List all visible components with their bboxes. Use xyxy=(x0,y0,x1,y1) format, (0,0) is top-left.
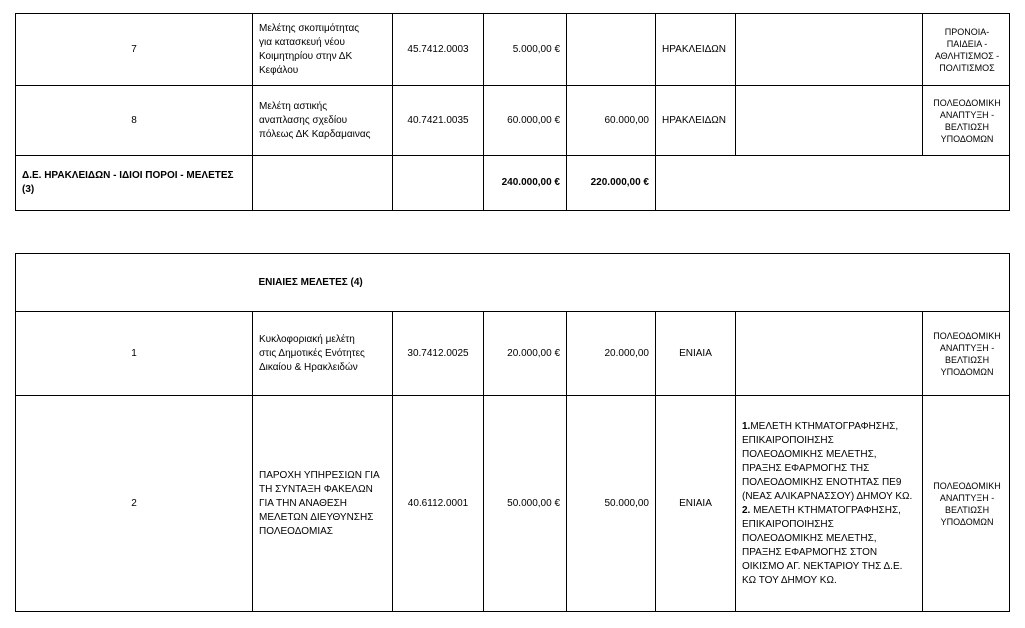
row-number: 8 xyxy=(16,86,253,156)
total-empty-cell xyxy=(393,156,484,211)
note-1-number: 1. xyxy=(742,420,751,432)
row-unit: ΕΝΙΑΙΑ xyxy=(656,396,736,612)
row-number: 1 xyxy=(16,312,253,396)
row-code: 40.7421.0035 xyxy=(393,86,484,156)
row-number: 2 xyxy=(16,396,253,612)
note-1-text: ΜΕΛΕΤΗ ΚΤΗΜΑΤΟΓΡΑΦΗΣΗΣ, ΕΠΙΚΑΙΡΟΠΟΙΗΣΗΣ ΠΟΛΕΟΔΟΜΙΚΗΣ ΜΕΛΕΤΗΣ, ΠΡΑΞΗΣ ΕΦΑΡΜΟΓΗΣ ΤΗΣ ΠΟΛΕΟΔΟΜΙΚΗΣ ΕΝΟΤΗΤΑΣ ΠΕ9 (ΝΕΑΣ ΑΛΙΚΑΡΝΑΣΣΟΥ) ΔΗΜΟΥ ΚΩ. xyxy=(742,420,913,502)
row-notes xyxy=(736,14,923,86)
row-amount-1: 20.000,00 € xyxy=(484,312,567,396)
section-heading: ΕΝΙΑΙΕΣ ΜΕΛΕΤΕΣ (4) xyxy=(253,254,1010,312)
row-notes xyxy=(736,396,923,612)
row-description: Μελέτης σκοπιμότητας για κατασκευή νέου Κοιμητηρίου στην ΔΚ Κεφάλου xyxy=(253,14,393,86)
row-unit: ΗΡΑΚΛΕΙΔΩΝ xyxy=(656,86,736,156)
table-row xyxy=(16,396,1010,612)
table-row xyxy=(16,14,1010,86)
total-amount-2: 220.000,00 € xyxy=(567,156,656,211)
row-amount-2 xyxy=(567,14,656,86)
total-row xyxy=(16,156,1010,211)
table-row xyxy=(16,86,1010,156)
row-amount-1: 5.000,00 € xyxy=(484,14,567,86)
total-label: Δ.Ε. ΗΡΑΚΛΕΙΔΩΝ - ΙΔΙΟΙ ΠΟΡΟΙ - ΜΕΛΕΤΕΣ (3) xyxy=(16,156,253,211)
total-empty-cell xyxy=(656,156,1010,211)
row-category: ΠΡΟΝΟΙΑ- ΠΑΙΔΕΙΑ - ΑΘΛΗΤΙΣΜΟΣ - ΠΟΛΙΤΙΣΜΟΣ xyxy=(923,14,1010,86)
total-amount-1: 240.000,00 € xyxy=(484,156,567,211)
row-amount-2: 20.000,00 xyxy=(567,312,656,396)
note-2-text: ΜΕΛΕΤΗ ΚΤΗΜΑΤΟΓΡΑΦΗΣΗΣ, ΕΠΙΚΑΙΡΟΠΟΙΗΣΗΣ ΠΟΛΕΟΔΟΜΙΚΗΣ ΜΕΛΕΤΗΣ, ΠΡΑΞΗΣ ΕΦΑΡΜΟΓΗΣ ΣΤΟΝ ΟΙΚΙΣΜΟ ΑΓ. ΝΕΚΤΑΡΙΟΥ ΤΗΣ Δ.Ε. ΚΩ ΤΟΥ ΔΗΜΟΥ ΚΩ. xyxy=(742,504,903,586)
row-description: ΠΑΡΟΧΗ ΥΠΗΡΕΣΙΩΝ ΓΙΑ ΤΗ ΣΥΝΤΑΞΗ ΦΑΚΕΛΩΝ ΓΙΑ ΤΗΝ ΑΝΑΘΕΣΗ ΜΕΛΕΤΩΝ ΔΙΕΥΘΥΝΣΗΣ ΠΟΛΕΟΔΟΜΙΑΣ xyxy=(253,396,393,612)
row-category: ΠΟΛΕΟΔΟΜΙΚΗ ΑΝΑΠΤΥΞΗ - ΒΕΛΤΙΩΣΗ ΥΠΟΔΟΜΩΝ xyxy=(923,312,1010,396)
row-number: 7 xyxy=(16,14,253,86)
row-amount-1: 50.000,00 € xyxy=(484,396,567,612)
row-unit: ΗΡΑΚΛΕΙΔΩΝ xyxy=(656,14,736,86)
row-notes xyxy=(736,86,923,156)
row-code: 45.7412.0003 xyxy=(393,14,484,86)
projects-table-heraklides xyxy=(15,13,1010,211)
row-code: 40.6112.0001 xyxy=(393,396,484,612)
row-category: ΠΟΛΕΟΔΟΜΙΚΗ ΑΝΑΠΤΥΞΗ - ΒΕΛΤΙΩΣΗ ΥΠΟΔΟΜΩΝ xyxy=(923,86,1010,156)
row-unit: ΕΝΙΑΙΑ xyxy=(656,312,736,396)
row-amount-2: 60.000,00 xyxy=(567,86,656,156)
row-amount-2: 50.000,00 xyxy=(567,396,656,612)
section-heading-row xyxy=(16,254,1010,312)
row-amount-1: 60.000,00 € xyxy=(484,86,567,156)
row-notes xyxy=(736,312,923,396)
total-empty-cell xyxy=(253,156,393,211)
projects-table-unified xyxy=(15,253,1010,612)
row-description: Κυκλοφοριακή μελέτη στις Δημοτικές Ενότητες Δικαίου & Ηρακλειδών xyxy=(253,312,393,396)
note-2-number: 2. xyxy=(742,504,751,516)
row-description: Μελέτη αστικής αναπλασης σχεδίου πόλεως ΔΚ Καρδαμαινας xyxy=(253,86,393,156)
row-code: 30.7412.0025 xyxy=(393,312,484,396)
table-row xyxy=(16,312,1010,396)
row-category: ΠΟΛΕΟΔΟΜΙΚΗ ΑΝΑΠΤΥΞΗ - ΒΕΛΤΙΩΣΗ ΥΠΟΔΟΜΩΝ xyxy=(923,396,1010,612)
heading-empty-cell xyxy=(16,254,253,312)
